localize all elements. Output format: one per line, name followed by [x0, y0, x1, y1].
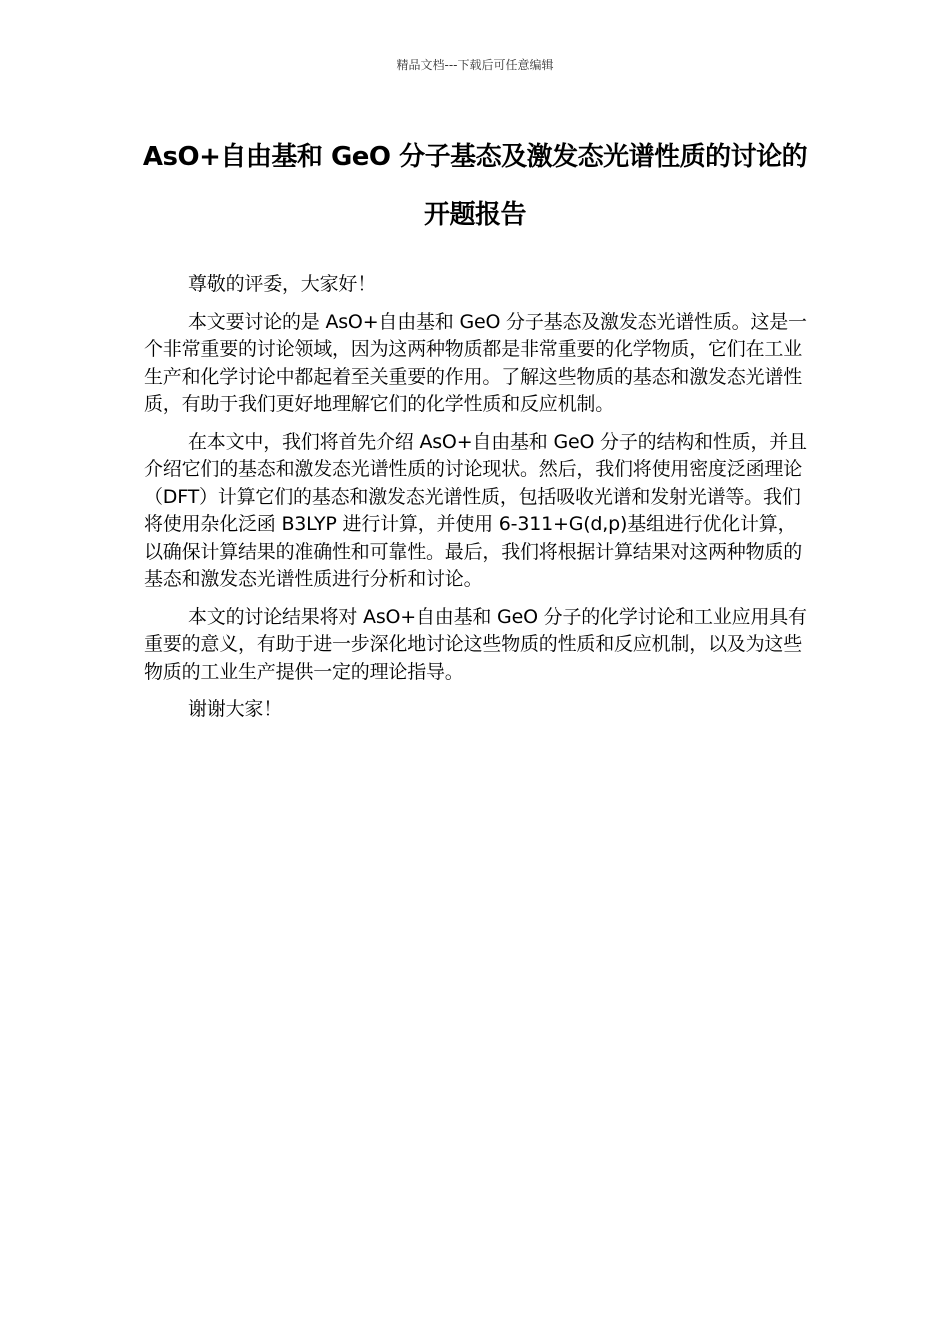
document-title: AsO+自由基和 GeO 分子基态及激发态光谱性质的讨论的开题报告: [142, 142, 808, 230]
page-header: 精品文档---下载后可任意编辑: [396, 58, 554, 72]
paragraph-intro: 本文要讨论的是 AsO+自由基和 GeO 分子基态及激发态光谱性质。这是一个非常重要的讨论领域，因为这两种物质都是非常重要的化学物质，它们在工业生产和化学讨论中都起着至关重要的作用。了解这些物质的基态和激发态光谱性质，有助于我们更好地理解它们的化学性质和反应机制。: [144, 310, 807, 415]
document-body: [144, 271, 814, 734]
paragraph-closing: 谢谢大家！: [188, 698, 283, 720]
paragraph-significance: 本文的讨论结果将对 AsO+自由基和 GeO 分子的化学讨论和工业应用具有重要的意义，有助于进一步深化地讨论这些物质的性质和反应机制，以及为这些物质的工业生产提供一定的理论指导。: [144, 605, 807, 683]
paragraph-greeting: 尊敬的评委，大家好！: [188, 273, 377, 295]
paragraph-method: 在本文中，我们将首先介绍 AsO+自由基和 GeO 分子的结构和性质，并且介绍它们的基态和激发态光谱性质的讨论现状。然后，我们将使用密度泛函理论（DFT）计算它们的基态和激发态光谱性质，包括吸收光谱和发射光谱等。我们将使用杂化泛函 B3LYP 进行计算，并使用 6-311+G(d,p)基组进行优化计算，以确保计算结果的准确性和可靠性。最后，我们将根据计算结果对这两种物质的基态和激发态光谱性质进行分析和讨论。: [144, 430, 807, 590]
